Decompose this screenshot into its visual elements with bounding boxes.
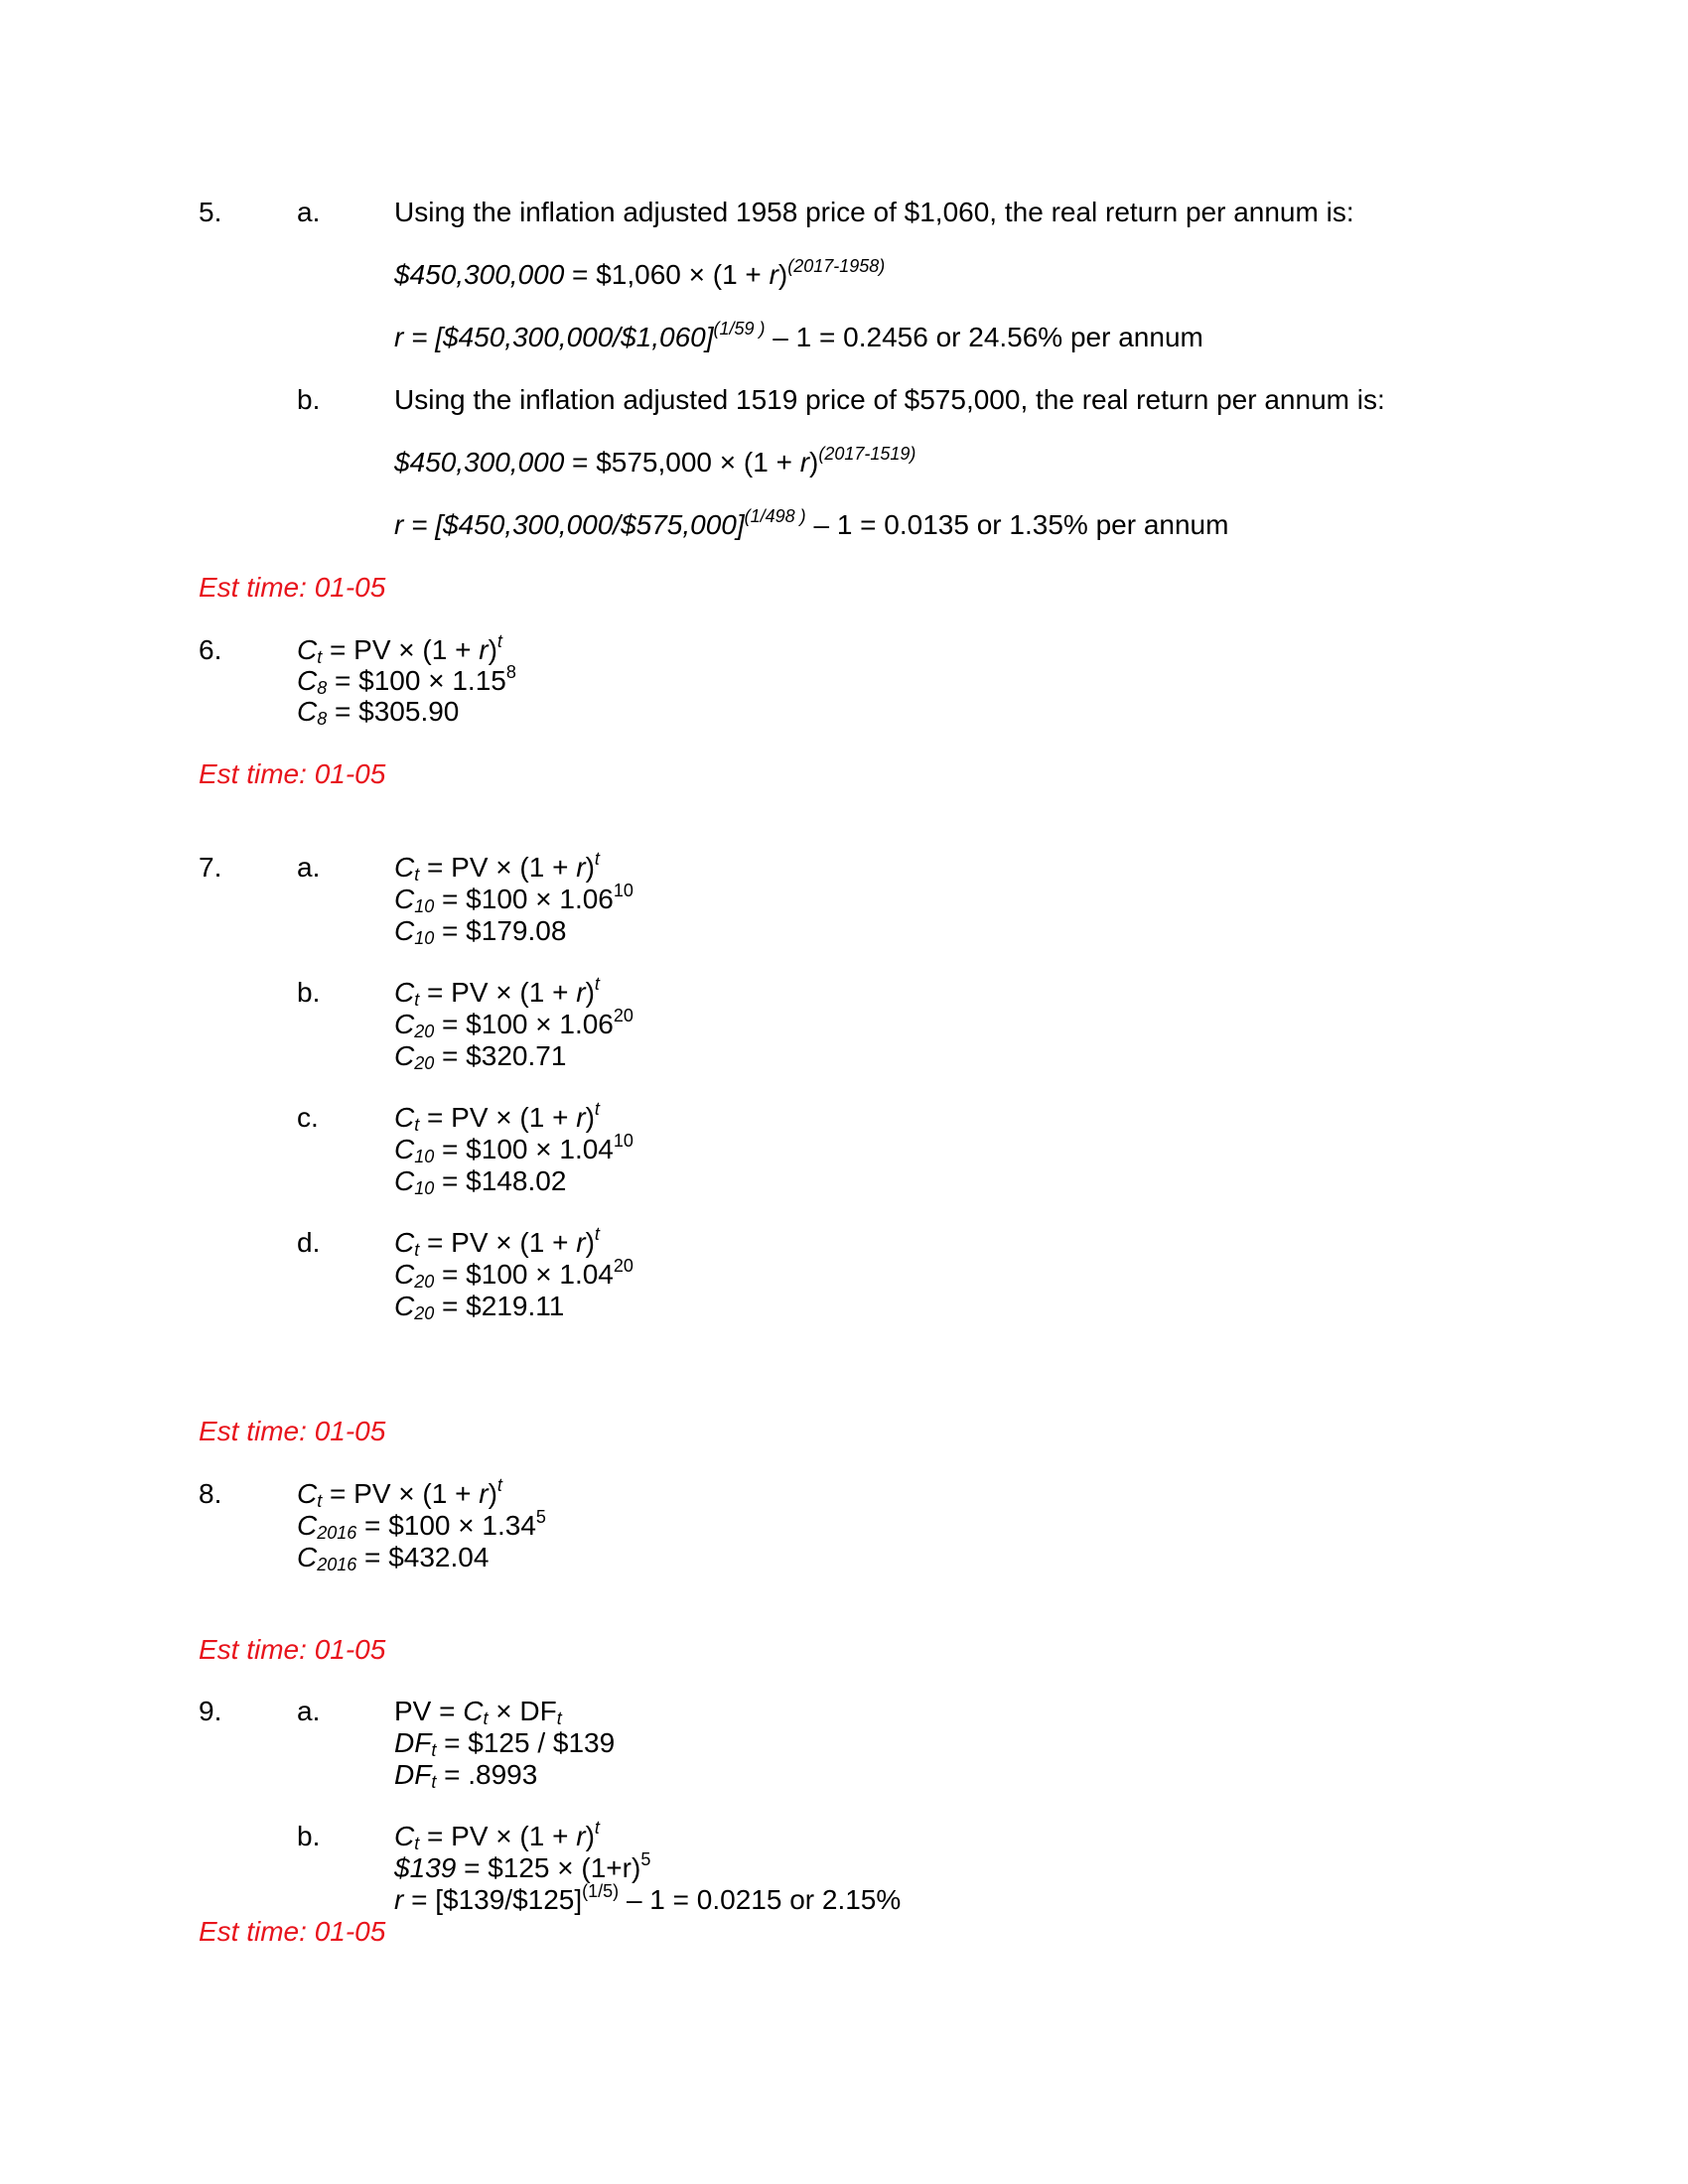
q7d-label: d. [297,1227,321,1258]
q7-number: 7. [199,852,222,883]
q8-line-1: $C_t$ = PV × $(1 + r)^t$ [297,1475,502,1511]
q7a-line-3: $C_{10}$ = $179.08 [394,915,567,948]
q6-line-3: $C_8$ = $305.90 [297,696,460,729]
q5b-equation-2: r = [$450,300,000/$575,000]$^{(1/498 )}$ – 1 = 0.0135 or 1.35% per annum [394,506,1229,540]
q6-line-1: $C_t$ = PV × $(1 + r)^t$ [297,631,502,667]
est-time-4: Est time: 01-05 [199,1634,386,1665]
q5b-equation-1: $450,300,000 = $575,000 × $(1 + r)^{(2017-1519)}$ [394,444,916,478]
est-time-1: Est time: 01-05 [199,572,386,603]
q9a-label: a. [297,1696,321,1726]
q9b-line-1: $C_t$ = PV × $(1 + r)^t$ [394,1818,600,1853]
q7a-line-2: $C_{10}$ = $100 × $1.06^{10}$ [394,881,633,916]
q7a-line-1: $C_t$ = PV × $(1 + r)^t$ [394,849,600,885]
q7d-line-2: $C_{20}$ = $100 × $1.04^{20}$ [394,1256,633,1292]
q9a-line-3: $DF_t = .8993$ [394,1759,538,1792]
q5-number: 5. [199,197,222,227]
q7b-label: b. [297,977,321,1008]
q8-line-3: $C_{2016}$ = $432.04 [297,1542,490,1574]
q8-line-2: $C_{2016}$ = $100 × $1.34^5$ [297,1507,546,1543]
q5a-equation-1: $450,300,000 = $1,060 × $(1 + r)^{(2017-1958)}$ [394,256,886,290]
q5b-label: b. [297,384,321,415]
q5a-equation-2: r = [$450,300,000/$1,060]$^{(1/59 )}$ – 1 = 0.2456 or 24.56% per annum [394,319,1203,352]
q9b-line-2: $139 = $125 × $(1+r)^5$ [394,1849,651,1883]
q9b-label: b. [297,1821,321,1851]
q7c-line-2: $C_{10}$ = $100 × $1.04^{10}$ [394,1131,633,1166]
q9a-line-1: PV = $C_t \times DF_t$ [394,1696,562,1728]
est-time-2: Est time: 01-05 [199,758,386,789]
q7a-label: a. [297,852,321,883]
q7c-line-3: $C_{10}$ = $148.02 [394,1165,567,1198]
q8-number: 8. [199,1478,222,1509]
q6-line-2: $C_8$ = $100 × $1.15^8$ [297,662,516,698]
q7c-line-1: $C_t$ = PV × $(1 + r)^t$ [394,1099,600,1135]
q5b-intro: Using the inflation adjusted 1519 price of $575,000, the real return per annum is: [394,384,1385,415]
q7b-line-3: $C_{20}$ = $320.71 [394,1040,567,1073]
q7c-label: c. [297,1102,319,1133]
q5a-label: a. [297,197,321,227]
q9-number: 9. [199,1696,222,1726]
est-time-3: Est time: 01-05 [199,1416,386,1446]
q6-number: 6. [199,634,222,665]
q7b-line-1: $C_t$ = PV × $(1 + r)^t$ [394,974,600,1010]
q9b-line-3: r = [$139/$125]$^{(1/5)}$ – 1 = 0.0215 or 2.15% [394,1881,902,1915]
q7d-line-3: $C_{20}$ = $219.11 [394,1291,565,1323]
q9a-line-2: $DF_t$ = $125 / $139 [394,1727,616,1760]
q5a-intro: Using the inflation adjusted 1958 price of $1,060, the real return per annum is: [394,197,1354,227]
q7b-line-2: $C_{20}$ = $100 × $1.06^{20}$ [394,1006,633,1041]
q7d-line-1: $C_t$ = PV × $(1 + r)^t$ [394,1224,600,1260]
est-time-5: Est time: 01-05 [199,1916,386,1947]
